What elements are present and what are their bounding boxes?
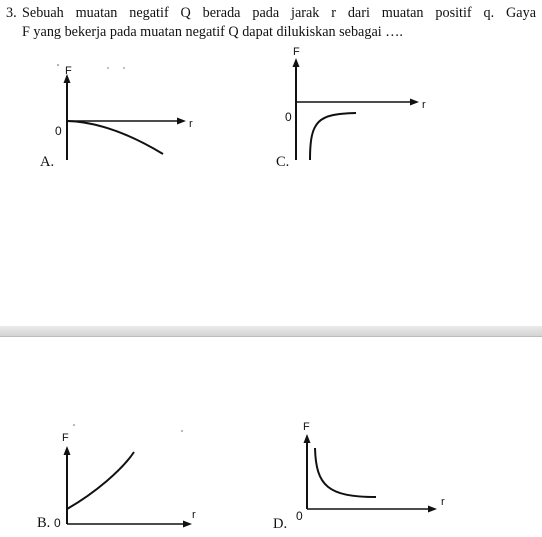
option-d-origin-label: 0: [296, 509, 303, 523]
option-d-x-arrow: [428, 506, 437, 513]
option-b-y-label: F: [62, 432, 69, 444]
option-a-x-label: r: [189, 118, 193, 130]
option-c-x-label: r: [422, 99, 426, 111]
option-c-letter[interactable]: C.: [276, 154, 290, 170]
option-b-letter[interactable]: B.: [37, 515, 51, 531]
option-d-letter[interactable]: D.: [273, 516, 288, 532]
option-c-y-label: F: [293, 46, 300, 58]
option-c-origin-label: 0: [285, 110, 292, 124]
question-line-2: F yang bekerja pada muatan negatif Q dapat dilukiskan sebagai ….: [22, 24, 403, 40]
option-d-y-arrow: [304, 434, 311, 443]
option-a-y-label: F: [65, 65, 72, 77]
option-d-curve: [315, 448, 376, 497]
option-b-x-label: r: [192, 509, 196, 521]
question-number: 3.: [6, 5, 17, 21]
option-b-origin-label: 0: [54, 516, 61, 530]
option-d-x-label: r: [441, 496, 445, 508]
option-a-letter[interactable]: A.: [40, 154, 55, 170]
question-line-1-text: Sebuah muatan negatif Q berada pada jarak r dari muatan positif q. Gaya: [22, 5, 536, 21]
option-d-y-label: F: [303, 421, 310, 433]
option-a-origin-label: 0: [55, 124, 62, 138]
